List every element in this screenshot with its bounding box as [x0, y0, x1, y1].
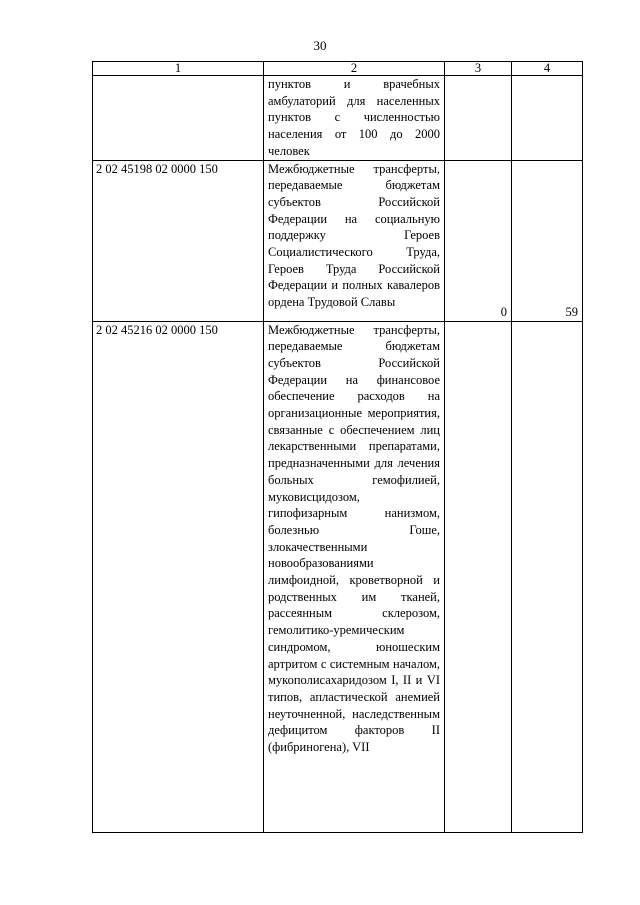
budget-table [92, 61, 583, 833]
table-row [93, 160, 583, 321]
budget-code: 2 02 45198 02 0000 150 [93, 160, 264, 321]
column-header-3: 3 [445, 62, 512, 76]
value-col3 [445, 321, 512, 832]
table-row [93, 321, 583, 832]
table-row [93, 76, 583, 161]
value-col3 [445, 76, 512, 161]
row-description: Межбюджетные трансферты, передаваемые бюджетам субъектов Российской Федерации на финансовое обеспечение расходов на организационные мероприятия, связанные с обеспечением лиц лекарственными препаратами, предназначенными для лечения больных гемофилией, муковисцидозом, гипофизарным нанизмом, болезнью Гоше, злокачественными новообразованиями лимфоидной, кроветворной и родственных им тканей, рассеянным склерозом, гемолитико-уремическим синдромом, юношеским артритом с системным началом, мукополисахаридозом I, II и VI типов, апластической анемией неуточненной, наследственным дефицитом факторов II (фибриногена), VII [264, 321, 445, 832]
row-description: Межбюджетные трансферты, передаваемые бюджетам субъектов Российской Федерации на социальную поддержку Героев Социалистического Труда, Героев Труда Российской Федерации и полных кавалеров ордена Трудовой Славы [264, 160, 445, 321]
row-description: пунктов и врачебных амбулаторий для населенных пунктов с численностью населения от 100 до 2000 человек [264, 76, 445, 161]
value-col4 [512, 321, 583, 832]
budget-code [93, 76, 264, 161]
budget-code: 2 02 45216 02 0000 150 [93, 321, 264, 832]
value-col3: 0 [445, 160, 512, 321]
table-header-row [93, 62, 583, 76]
column-header-4: 4 [512, 62, 583, 76]
column-header-1: 1 [93, 62, 264, 76]
value-col4: 59 [512, 160, 583, 321]
page-number: 30 [313, 38, 327, 53]
value-col4 [512, 76, 583, 161]
column-header-2: 2 [264, 62, 445, 76]
